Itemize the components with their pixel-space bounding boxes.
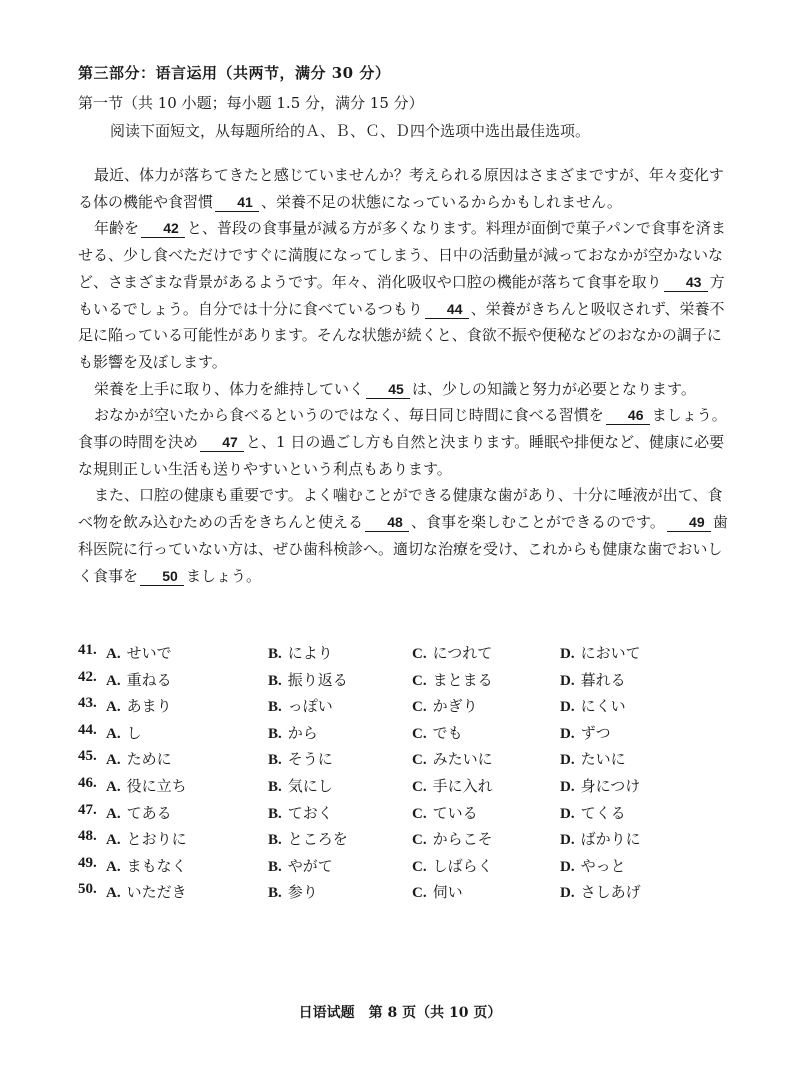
option-letter: A. [106,699,121,716]
instruction: 阅读下面短文，从每题所给的Ａ、Ｂ、Ｃ、Ｄ四个选项中选出最佳选项。 [110,122,591,140]
option-text: において [580,644,641,662]
blank-49: 49 [667,513,711,532]
question-number: 43. [78,695,97,712]
option-letter: C. [412,832,427,849]
option-c [412,722,463,743]
option-letter: D. [560,832,575,849]
option-letter: D. [560,858,575,875]
option-c [412,881,463,902]
option-text: 重ねる [126,670,172,689]
option-letter: B. [268,672,282,689]
option-letter: C. [412,672,427,689]
option-letter: A. [106,646,121,662]
question-row [78,881,758,908]
option-a [106,695,172,716]
option-text: ている [432,803,478,822]
option-text: し [126,723,142,742]
option-c [412,695,478,716]
option-a [106,802,172,823]
option-letter: C. [412,725,427,742]
option-text: からこそ [432,830,493,849]
option-letter: B. [268,646,282,662]
option-a [106,828,187,849]
option-letter: B. [268,832,282,849]
blank-46: 46 [606,406,650,425]
option-text: さしあげ [580,883,641,902]
option-letter: B. [268,699,282,716]
option-a [106,881,187,902]
option-letter: B. [268,805,282,822]
option-d [560,855,626,876]
option-text: ために [126,750,172,769]
option-text: により [287,644,333,662]
option-text: ばかりに [580,830,641,849]
option-b [268,775,333,796]
option-text: っぽい [287,697,333,716]
option-d [560,669,626,690]
question-row [78,828,758,855]
option-text: いただき [126,883,187,902]
option-letter: A. [106,858,121,875]
passage-paragraph: また、口腔の健康も重要です。よく噛むことができる健康な歯があり、十分に唾液が出て、食べ物を飲み込むための舌をきちんと使える 48 、食事を楽しむことができるのです。 49 歯科医院に行っていない方は、ぜひ歯科検診へ。適切な治療を受け、これからも健康な歯でおいしく食事を 50 ましょう。 [78,486,728,585]
blank-43: 43 [664,273,708,292]
option-letter: C. [412,699,427,716]
option-d [560,881,641,902]
option-letter: A. [106,672,121,689]
option-text: やっと [580,856,626,875]
passage-paragraph: おなかが空いたから食べるというのではなく、毎日同じ時間に食べる習慣を 46 ましょう。食事の時間を決め 47 と、1 日の過ごし方も自然と決まります。睡眠や排便など、健康に必要な規則正しい生活も送りやすいという利点もあります。 [78,406,727,478]
option-text: にくい [580,697,626,716]
option-text: から [287,723,318,742]
option-text: 暮れる [580,670,626,689]
option-a [106,669,172,690]
option-letter: A. [106,778,121,795]
blank-45: 45 [366,380,410,399]
option-text: ところを [287,830,348,849]
option-a [106,642,172,663]
passage-paragraph: 栄養を上手に取り、体力を維持していく 45 は、少しの知識と努力が必要となります。 [94,379,696,398]
option-b [268,722,318,743]
option-text: 気にし [287,776,333,795]
option-b [268,669,348,690]
sub-title: 第一节（共 10 小题；每小题 1.5 分，满分 15 分） [78,94,424,112]
option-b [268,748,333,769]
option-b [268,855,333,876]
option-text: まとまる [432,670,493,689]
option-text: でも [432,723,463,742]
option-letter: B. [268,858,282,875]
question-row [78,855,758,882]
blank-50: 50 [140,567,184,586]
option-d [560,722,611,743]
option-letter: D. [560,752,575,769]
option-c [412,669,493,690]
option-d [560,695,626,716]
option-c [412,802,478,823]
option-c [412,748,493,769]
option-b [268,802,333,823]
question-row [78,642,758,669]
question-number: 47. [78,801,97,818]
option-text: てある [126,803,172,822]
option-letter: A. [106,832,121,849]
option-a [106,748,172,769]
option-text: 役に立ち [126,776,187,795]
option-d [560,748,626,769]
option-letter: A. [106,885,121,902]
option-text: ておく [287,803,333,822]
question-number: 41. [78,642,97,658]
question-number: 48. [78,828,97,845]
option-text: ずつ [580,723,611,742]
option-a [106,722,142,743]
question-number: 50. [78,881,97,898]
page-footer: 日语试题 第 8 页（共 10 页） [298,1005,502,1021]
option-letter: C. [412,778,427,795]
question-row [78,695,758,722]
option-letter: C. [412,646,427,662]
option-letter: B. [268,725,282,742]
question-number: 49. [78,854,97,871]
option-letter: D. [560,805,575,822]
blank-42: 42 [141,219,185,238]
option-text: 伺い [432,883,463,902]
option-c [412,855,493,876]
option-d [560,828,641,849]
option-d [560,775,640,796]
blank-41: 41 [215,193,259,212]
option-letter: A. [106,805,121,822]
question-number: 44. [78,721,97,738]
option-text: せいで [126,644,172,662]
option-letter: D. [560,778,575,795]
option-text: あまり [126,697,172,716]
option-b [268,695,333,716]
option-letter: D. [560,672,575,689]
question-number: 46. [78,774,97,791]
option-letter: D. [560,725,575,742]
option-letter: B. [268,885,282,902]
option-d [560,802,626,823]
option-text: まもなく [126,856,187,875]
passage-paragraph: 最近、体力が落ちてきたと感じていませんか？考えられる原因はさまざまですが、年々変化する体の機能や食習慣 41 、栄養不足の状態になっているからかもしれません。 [78,166,724,211]
option-text: てくる [580,803,626,822]
option-letter: C. [412,805,427,822]
passage-paragraph: 年齢を 42 と、普段の食事量が減る方が多くなります。料理が面倒で菓子パンで食事を済ませる、少し食べただけですぐに満腹になってしまう、日中の活動量が減っておなかが空かないなど、さまざまな背景があるようです。年々、消化吸収や口腔の機能が落ちて食事を取り 43 方もいるでしょう。自分では十分に食べているつもり 44 、栄養がきちんと吸収されず、栄養不足に陥っている可能性があります。そんな状態が続くと、食欲不振や便秘などのおなかの調子にも影響を及ぼします。 [78,219,726,371]
option-a [106,775,187,796]
blank-48: 48 [365,513,409,532]
question-row [78,748,758,775]
option-letter: D. [560,699,575,716]
option-b [268,881,318,902]
option-text: 手に入れ [432,776,493,795]
option-text: みたいに [432,750,493,769]
option-text: かぎり [432,697,478,716]
option-text: そうに [287,750,333,769]
option-c [412,828,493,849]
option-text: たいに [580,750,626,769]
option-letter: A. [106,752,121,769]
question-number: 45. [78,748,97,765]
option-letter: C. [412,752,427,769]
option-letter: B. [268,752,282,769]
question-number: 42. [78,668,97,685]
option-text: やがて [287,856,333,875]
option-text: しばらく [432,856,493,875]
option-text: とおりに [126,830,187,849]
section-title: 第三部分：语言运用（共两节，满分 30 分） [78,64,391,82]
reading-passage [78,162,728,589]
option-letter: D. [560,885,575,902]
option-c [412,775,493,796]
option-d [560,642,641,663]
option-letter: C. [412,858,427,875]
question-row [78,802,758,829]
option-c [412,642,492,663]
option-a [106,855,187,876]
option-letter: B. [268,778,282,795]
question-row [78,775,758,802]
blank-47: 47 [200,433,244,452]
option-letter: A. [106,725,121,742]
option-text: 振り返る [287,670,348,689]
question-row [78,669,758,696]
answer-options [78,642,758,908]
blank-44: 44 [425,300,469,319]
option-letter: C. [412,885,427,902]
option-text: 参り [287,883,318,902]
option-text: 身につけ [580,776,641,795]
option-b [268,642,333,663]
option-text: につれて [432,644,493,662]
question-row [78,722,758,749]
option-b [268,828,348,849]
option-letter: D. [560,646,575,662]
